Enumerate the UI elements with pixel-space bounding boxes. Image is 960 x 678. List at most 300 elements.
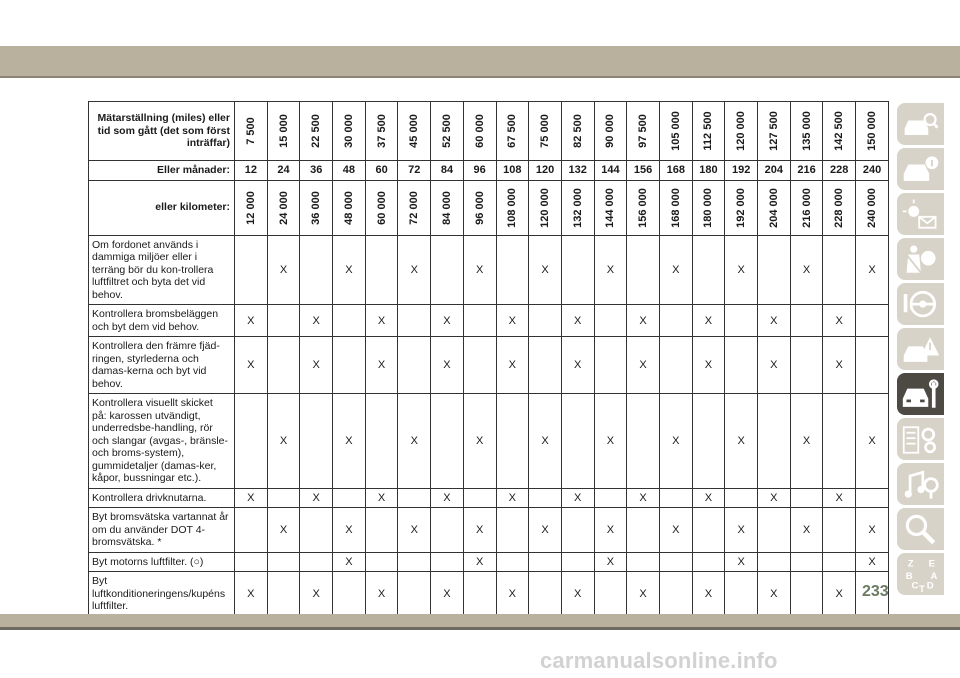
months-cell: 120 (529, 161, 562, 181)
svg-text:E: E (928, 558, 935, 570)
service-mark-cell (365, 552, 398, 572)
service-mark-cell: X (333, 394, 366, 489)
service-mark-cell (823, 394, 856, 489)
service-mark-cell: X (561, 305, 594, 337)
km-cell (725, 180, 758, 235)
service-mark-cell (235, 394, 268, 489)
km-cell-text: 36 000 (310, 190, 323, 225)
service-mark-cell (333, 488, 366, 508)
service-mark-cell: X (758, 488, 791, 508)
months-cell: 36 (300, 161, 333, 181)
months-cell: 228 (823, 161, 856, 181)
service-mark-cell: X (267, 394, 300, 489)
service-mark-cell (235, 508, 268, 553)
miles-cell-text: 150 000 (866, 111, 879, 151)
service-row-label: Byt luftkonditioneringens/kupéns luftfilter. (89, 572, 235, 617)
service-row (89, 488, 889, 508)
service-mark-cell: X (856, 394, 889, 489)
bottom-band-rule (0, 627, 960, 630)
service-mark-cell: X (300, 305, 333, 337)
service-mark-cell: X (463, 235, 496, 305)
service-mark-cell (365, 394, 398, 489)
miles-cell (496, 102, 529, 161)
miles-cell (300, 102, 333, 161)
service-mark-cell (463, 488, 496, 508)
service-mark-cell: X (725, 394, 758, 489)
km-cell (463, 180, 496, 235)
service-mark-cell (627, 508, 660, 553)
km-cell (300, 180, 333, 235)
service-mark-cell (790, 337, 823, 394)
service-mark-cell (659, 305, 692, 337)
service-mark-cell: X (823, 305, 856, 337)
service-row-label: Byt motorns luftfilter. (○) (89, 552, 235, 572)
service-mark-cell (496, 508, 529, 553)
chapter-tab[interactable] (897, 193, 944, 235)
service-row (89, 235, 889, 305)
miles-cell-text: 90 000 (604, 114, 617, 148)
service-mark-cell (431, 235, 464, 305)
service-mark-cell: X (529, 235, 562, 305)
service-mark-cell: X (267, 235, 300, 305)
service-mark-cell: X (692, 305, 725, 337)
miles-cell (758, 102, 791, 161)
service-mark-cell: X (496, 305, 529, 337)
km-cell (692, 180, 725, 235)
service-mark-cell: X (627, 305, 660, 337)
service-mark-cell: X (790, 235, 823, 305)
service-mark-cell (659, 488, 692, 508)
service-mark-cell (267, 488, 300, 508)
service-mark-cell (529, 572, 562, 617)
service-mark-cell (529, 337, 562, 394)
km-cell (758, 180, 791, 235)
months-cell: 60 (365, 161, 398, 181)
svg-text:B: B (905, 570, 913, 582)
service-mark-cell: X (300, 572, 333, 617)
svg-text:A: A (930, 570, 938, 582)
service-mark-cell: X (856, 508, 889, 553)
service-mark-cell: X (758, 572, 791, 617)
miles-cell-text: 112 500 (702, 111, 715, 151)
service-mark-cell (790, 488, 823, 508)
top-decorative-band (0, 46, 960, 76)
miles-cell (463, 102, 496, 161)
months-cell: 24 (267, 161, 300, 181)
service-mark-cell (561, 552, 594, 572)
miles-cell-text: 15 000 (277, 114, 290, 148)
service-mark-cell (496, 552, 529, 572)
service-row (89, 572, 889, 617)
months-cell: 216 (790, 161, 823, 181)
km-cell-text: 12 000 (244, 190, 257, 225)
service-mark-cell (300, 235, 333, 305)
svg-text:C: C (911, 580, 919, 592)
km-cell-text: 228 000 (833, 187, 846, 228)
km-cell-text: 108 000 (506, 187, 519, 228)
miles-cell-text: 82 500 (571, 114, 584, 148)
service-mark-cell (235, 235, 268, 305)
months-header-row-label: Eller månader: (89, 161, 235, 181)
km-cell (659, 180, 692, 235)
miles-cell (561, 102, 594, 161)
svg-text:D: D (926, 580, 934, 592)
miles-cell (594, 102, 627, 161)
months-header-row (89, 161, 889, 181)
km-cell-text: 120 000 (539, 187, 552, 228)
chapter-tab[interactable] (897, 553, 944, 595)
service-mark-cell: X (561, 488, 594, 508)
service-mark-cell (758, 552, 791, 572)
service-mark-cell (823, 508, 856, 553)
service-mark-cell (267, 572, 300, 617)
service-mark-cell (431, 394, 464, 489)
chapter-tab[interactable] (897, 418, 944, 460)
km-cell-text: 24 000 (277, 190, 290, 225)
service-mark-cell (398, 572, 431, 617)
months-cell: 48 (333, 161, 366, 181)
service-mark-cell (431, 508, 464, 553)
service-mark-cell (267, 305, 300, 337)
service-mark-cell: X (235, 572, 268, 617)
service-mark-cell: X (758, 337, 791, 394)
service-mark-cell: X (627, 572, 660, 617)
miles-cell-text: 30 000 (342, 114, 355, 148)
service-mark-cell: X (431, 305, 464, 337)
service-mark-cell: X (496, 337, 529, 394)
service-mark-cell (496, 235, 529, 305)
service-mark-cell (594, 488, 627, 508)
service-mark-cell: X (365, 488, 398, 508)
service-mark-cell (529, 488, 562, 508)
service-mark-cell: X (659, 235, 692, 305)
months-cell: 204 (758, 161, 791, 181)
service-mark-cell: X (692, 572, 725, 617)
chapter-tab-strip (897, 103, 949, 598)
miles-cell-text: 52 500 (440, 114, 453, 148)
maintenance-schedule-table (88, 101, 889, 617)
service-row (89, 508, 889, 553)
km-cell-text: 132 000 (571, 187, 584, 228)
service-mark-cell: X (627, 488, 660, 508)
service-mark-cell: X (692, 337, 725, 394)
miles-cell-text: 60 000 (473, 114, 486, 148)
service-mark-cell (300, 552, 333, 572)
miles-cell (235, 102, 268, 161)
km-cell-text: 60 000 (375, 190, 388, 225)
months-cell: 72 (398, 161, 431, 181)
service-mark-cell: X (529, 394, 562, 489)
service-mark-cell (627, 235, 660, 305)
service-mark-cell (823, 235, 856, 305)
service-mark-cell (856, 488, 889, 508)
service-mark-cell (463, 337, 496, 394)
service-mark-cell: X (398, 394, 431, 489)
service-mark-cell (398, 305, 431, 337)
miles-cell (431, 102, 464, 161)
service-mark-cell: X (235, 488, 268, 508)
chapter-tab[interactable] (897, 148, 944, 190)
service-mark-cell: X (725, 508, 758, 553)
km-cell-text: 72 000 (408, 190, 421, 225)
service-mark-cell: X (594, 394, 627, 489)
miles-cell-text: 37 500 (375, 114, 388, 148)
service-row-label: Kontrollera den främre fjäd-ringen, styrlederna och damas-kerna och byt vid behov. (89, 337, 235, 394)
miles-header-row-label: Mätarställning (miles) eller tid som gått (det som först inträffar) (89, 102, 235, 161)
service-mark-cell (463, 572, 496, 617)
km-cell (235, 180, 268, 235)
service-mark-cell: X (790, 508, 823, 553)
service-row-label: Byt bromsvätska vartannat år om du använder DOT 4-bromsvätska. * (89, 508, 235, 553)
miles-header-row (89, 102, 889, 161)
service-mark-cell: X (496, 572, 529, 617)
service-mark-cell (790, 305, 823, 337)
miles-cell (333, 102, 366, 161)
service-mark-cell (529, 552, 562, 572)
months-cell: 12 (235, 161, 268, 181)
service-mark-cell: X (790, 394, 823, 489)
service-row-label: Kontrollera visuellt skicket på: karossen utvändigt, underredsbe-handling, rör och slangar (avgas-, bränsle- och broms-system), gummidetaljer (damas-ker, kåpor, bussningar etc.). (89, 394, 235, 489)
service-mark-cell (692, 552, 725, 572)
km-cell-text: 48 000 (342, 190, 355, 225)
miles-cell (529, 102, 562, 161)
service-mark-cell: X (856, 235, 889, 305)
service-mark-cell (659, 337, 692, 394)
km-cell (267, 180, 300, 235)
page-number: 233 (862, 583, 889, 600)
service-mark-cell (300, 394, 333, 489)
svg-text:Z: Z (907, 558, 914, 570)
miles-cell-text: 22 500 (310, 114, 323, 148)
miles-cell-text: 75 000 (539, 114, 552, 148)
service-mark-cell: X (267, 508, 300, 553)
service-row (89, 394, 889, 489)
service-mark-cell: X (496, 488, 529, 508)
svg-text:T: T (919, 584, 925, 594)
service-row (89, 305, 889, 337)
service-mark-cell: X (398, 235, 431, 305)
km-cell (496, 180, 529, 235)
miles-cell (365, 102, 398, 161)
miles-cell (398, 102, 431, 161)
service-mark-cell (823, 552, 856, 572)
service-mark-cell (627, 552, 660, 572)
km-cell (333, 180, 366, 235)
km-header-row-label: eller kilometer: (89, 180, 235, 235)
months-cell: 144 (594, 161, 627, 181)
service-mark-cell (267, 552, 300, 572)
service-mark-cell (365, 508, 398, 553)
service-mark-cell (659, 552, 692, 572)
km-cell-text: 240 000 (866, 187, 879, 228)
miles-cell (692, 102, 725, 161)
service-mark-cell: X (235, 337, 268, 394)
service-mark-cell: X (300, 488, 333, 508)
km-cell-text: 96 000 (473, 190, 486, 225)
chapter-tab[interactable] (897, 283, 944, 325)
service-mark-cell (758, 235, 791, 305)
service-mark-cell: X (463, 508, 496, 553)
km-cell (594, 180, 627, 235)
service-mark-cell: X (856, 552, 889, 572)
km-cell (561, 180, 594, 235)
bottom-decorative-band (0, 614, 960, 627)
chapter-tab[interactable] (897, 103, 944, 145)
service-row-label: Om fordonet används i dammiga miljöer eller i terräng bör du kon-trollera luftfiltret och byta det vid behov. (89, 235, 235, 305)
months-cell: 84 (431, 161, 464, 181)
miles-cell-text: 127 500 (767, 111, 780, 151)
service-mark-cell (790, 572, 823, 617)
service-mark-cell (725, 337, 758, 394)
miles-cell-text: 45 000 (408, 114, 421, 148)
service-mark-cell (333, 337, 366, 394)
miles-cell (267, 102, 300, 161)
service-mark-cell: X (365, 572, 398, 617)
service-row (89, 552, 889, 572)
service-mark-cell: X (594, 508, 627, 553)
km-cell-text: 192 000 (735, 187, 748, 228)
top-band-rule (0, 76, 960, 78)
km-cell-text: 144 000 (604, 187, 617, 228)
service-mark-cell: X (365, 305, 398, 337)
km-cell (856, 180, 889, 235)
km-header-row (89, 180, 889, 235)
chapter-tab[interactable] (897, 508, 944, 550)
service-mark-cell: X (300, 337, 333, 394)
km-cell (398, 180, 431, 235)
months-cell: 240 (856, 161, 889, 181)
months-cell: 156 (627, 161, 660, 181)
miles-cell (659, 102, 692, 161)
service-mark-cell: X (235, 305, 268, 337)
service-mark-cell (398, 337, 431, 394)
service-mark-cell: X (758, 305, 791, 337)
service-mark-cell: X (823, 337, 856, 394)
service-mark-cell: X (431, 572, 464, 617)
km-cell-text: 84 000 (440, 190, 453, 225)
service-mark-cell (267, 337, 300, 394)
service-mark-cell (398, 552, 431, 572)
service-mark-cell (496, 394, 529, 489)
service-mark-cell: X (463, 394, 496, 489)
service-mark-cell: X (561, 572, 594, 617)
miles-cell (725, 102, 758, 161)
service-mark-cell (856, 337, 889, 394)
months-cell: 192 (725, 161, 758, 181)
miles-cell (790, 102, 823, 161)
service-mark-cell: X (823, 488, 856, 508)
service-mark-cell: X (561, 337, 594, 394)
km-cell-text: 168 000 (669, 187, 682, 228)
km-cell (365, 180, 398, 235)
service-mark-cell (627, 394, 660, 489)
service-mark-cell: X (333, 508, 366, 553)
service-mark-cell: X (431, 337, 464, 394)
months-cell: 168 (659, 161, 692, 181)
miles-cell-text: 67 500 (506, 114, 519, 148)
service-mark-cell (398, 488, 431, 508)
km-cell-text: 180 000 (702, 187, 715, 228)
service-mark-cell (692, 508, 725, 553)
service-mark-cell (463, 305, 496, 337)
service-row (89, 337, 889, 394)
service-mark-cell (529, 305, 562, 337)
service-mark-cell: X (659, 394, 692, 489)
watermark: carmanualsonline.info (540, 648, 778, 673)
km-cell-text: 204 000 (767, 187, 780, 228)
km-cell (627, 180, 660, 235)
service-mark-cell (758, 394, 791, 489)
months-cell: 132 (561, 161, 594, 181)
service-mark-cell (594, 572, 627, 617)
chapter-tab[interactable] (897, 463, 944, 505)
service-mark-cell (692, 394, 725, 489)
km-cell-text: 216 000 (800, 187, 813, 228)
km-cell-text: 156 000 (637, 187, 650, 228)
service-mark-cell: X (725, 552, 758, 572)
chapter-tab[interactable] (897, 238, 944, 280)
months-cell: 180 (692, 161, 725, 181)
service-mark-cell: X (594, 235, 627, 305)
km-cell (431, 180, 464, 235)
service-row-label: Kontrollera drivknutarna. (89, 488, 235, 508)
miles-cell-text: 105 000 (669, 111, 682, 151)
km-cell (823, 180, 856, 235)
miles-cell-text: 97 500 (637, 114, 650, 148)
service-mark-cell: X (627, 337, 660, 394)
service-mark-cell (235, 552, 268, 572)
miles-cell-text: 120 000 (735, 111, 748, 151)
months-cell: 96 (463, 161, 496, 181)
service-mark-cell (365, 235, 398, 305)
service-mark-cell: X (333, 552, 366, 572)
chapter-tab[interactable] (897, 328, 944, 370)
service-mark-cell (333, 305, 366, 337)
service-mark-cell: X (529, 508, 562, 553)
service-mark-cell: X (333, 235, 366, 305)
service-mark-cell (856, 305, 889, 337)
service-mark-cell (300, 508, 333, 553)
km-cell (529, 180, 562, 235)
service-mark-cell: X (659, 508, 692, 553)
service-mark-cell (431, 552, 464, 572)
service-mark-cell (790, 552, 823, 572)
service-mark-cell: X (692, 488, 725, 508)
service-mark-cell: X (398, 508, 431, 553)
service-mark-cell: X (725, 235, 758, 305)
km-cell (790, 180, 823, 235)
service-mark-cell: X (594, 552, 627, 572)
service-mark-cell (594, 305, 627, 337)
service-mark-cell (594, 337, 627, 394)
service-row-label: Kontrollera bromsbeläggen och byt dem vid behov. (89, 305, 235, 337)
service-mark-cell (561, 394, 594, 489)
service-mark-cell (561, 235, 594, 305)
months-cell: 108 (496, 161, 529, 181)
service-mark-cell: X (463, 552, 496, 572)
service-mark-cell (725, 572, 758, 617)
service-mark-cell (692, 235, 725, 305)
miles-cell (627, 102, 660, 161)
service-mark-cell: X (823, 572, 856, 617)
chapter-tab[interactable] (897, 373, 944, 415)
service-mark-cell: X (365, 337, 398, 394)
service-mark-cell (333, 572, 366, 617)
service-mark-cell (725, 305, 758, 337)
miles-cell (856, 102, 889, 161)
service-mark-cell (758, 508, 791, 553)
miles-cell (823, 102, 856, 161)
